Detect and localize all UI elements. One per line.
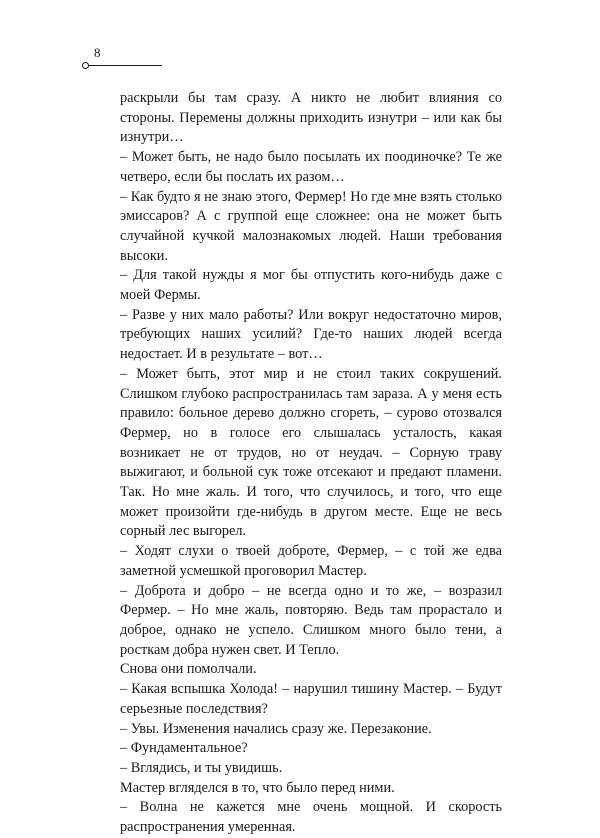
paragraph: раскрыли бы там сразу. А никто не любит влияния со стороны. Перемены должны приходить изнутри – или как бы изнутри… — [120, 90, 502, 146]
header-circle-ornament — [82, 62, 89, 69]
paragraph: – Разве у них мало работы? Или вокруг недостаточно миров, требующих наших усилий? Где-то наших людей всегда недостает. И в результате – вот… — [120, 306, 502, 363]
paragraph: – Какая вспышка Холода! – нарушил тишину Мастер. – Будут серьезные последствия? — [120, 681, 502, 717]
paragraph: – Ходят слухи о твоей доброте, Фермер, – с той же едва заметной усмешкой проговорил Мастер. — [120, 543, 502, 579]
paragraph: – Волна не кажется мне очень мощной. И скорость распространения умеренная. — [120, 799, 502, 836]
paragraph: – Может быть, этот мир и не стоил таких сокрушений. Слишком глубоко распространилась там зараза. А у меня есть правило: больное дерево должно сгореть, – сурово отозвался Фермер, но в голосе его слышалась усталость, какая возникает не от трудов, но от неудач. – Сорную траву выжигают, и больной сук тоже отсекают и предают пламени. Так. Но мне жаль. И того, что случилось, и того, что еще может произойти где-нибудь в другом месте. Еще не весь сорный лес выгорел. — [120, 365, 502, 540]
paragraph: Мастер вгляделся в то, что было перед ними. — [120, 779, 395, 796]
paragraph: – Для такой нужды я мог бы отпустить кого-нибудь даже с моей Фермы. — [120, 267, 502, 304]
paragraph: – Увы. Изменения начались сразу же. Перезаконие. — [120, 720, 432, 737]
paragraph: – Фундаментальное? — [120, 740, 248, 757]
text-body — [120, 89, 502, 838]
paragraph: – Доброта и добро – не всегда одно и то же, – возразил Фермер. – Но мне жаль, повторяю. Ведь там прорастало и доброе, однако не успело. Слишком много было тени, а росткам добра нужен свет. И Тепло. — [120, 582, 502, 658]
paragraph: – Как будто я не знаю этого, Фермер! Но где мне взять столько эмиссаров? А с группой еще сложнее: она не может быть случайной кучкой малознакомых людей. Наши требования высоки. — [120, 188, 502, 264]
paragraph: – Может быть, не надо было посылать их поодиночке? Те же четверо, если бы послать их разом… — [120, 149, 502, 185]
paragraph: – Вглядись, и ты увидишь. — [120, 759, 283, 776]
header-rule — [88, 65, 162, 66]
paragraph: Снова они помолчали. — [120, 661, 257, 678]
page-number: 8 — [94, 45, 101, 60]
page-header — [62, 40, 182, 70]
